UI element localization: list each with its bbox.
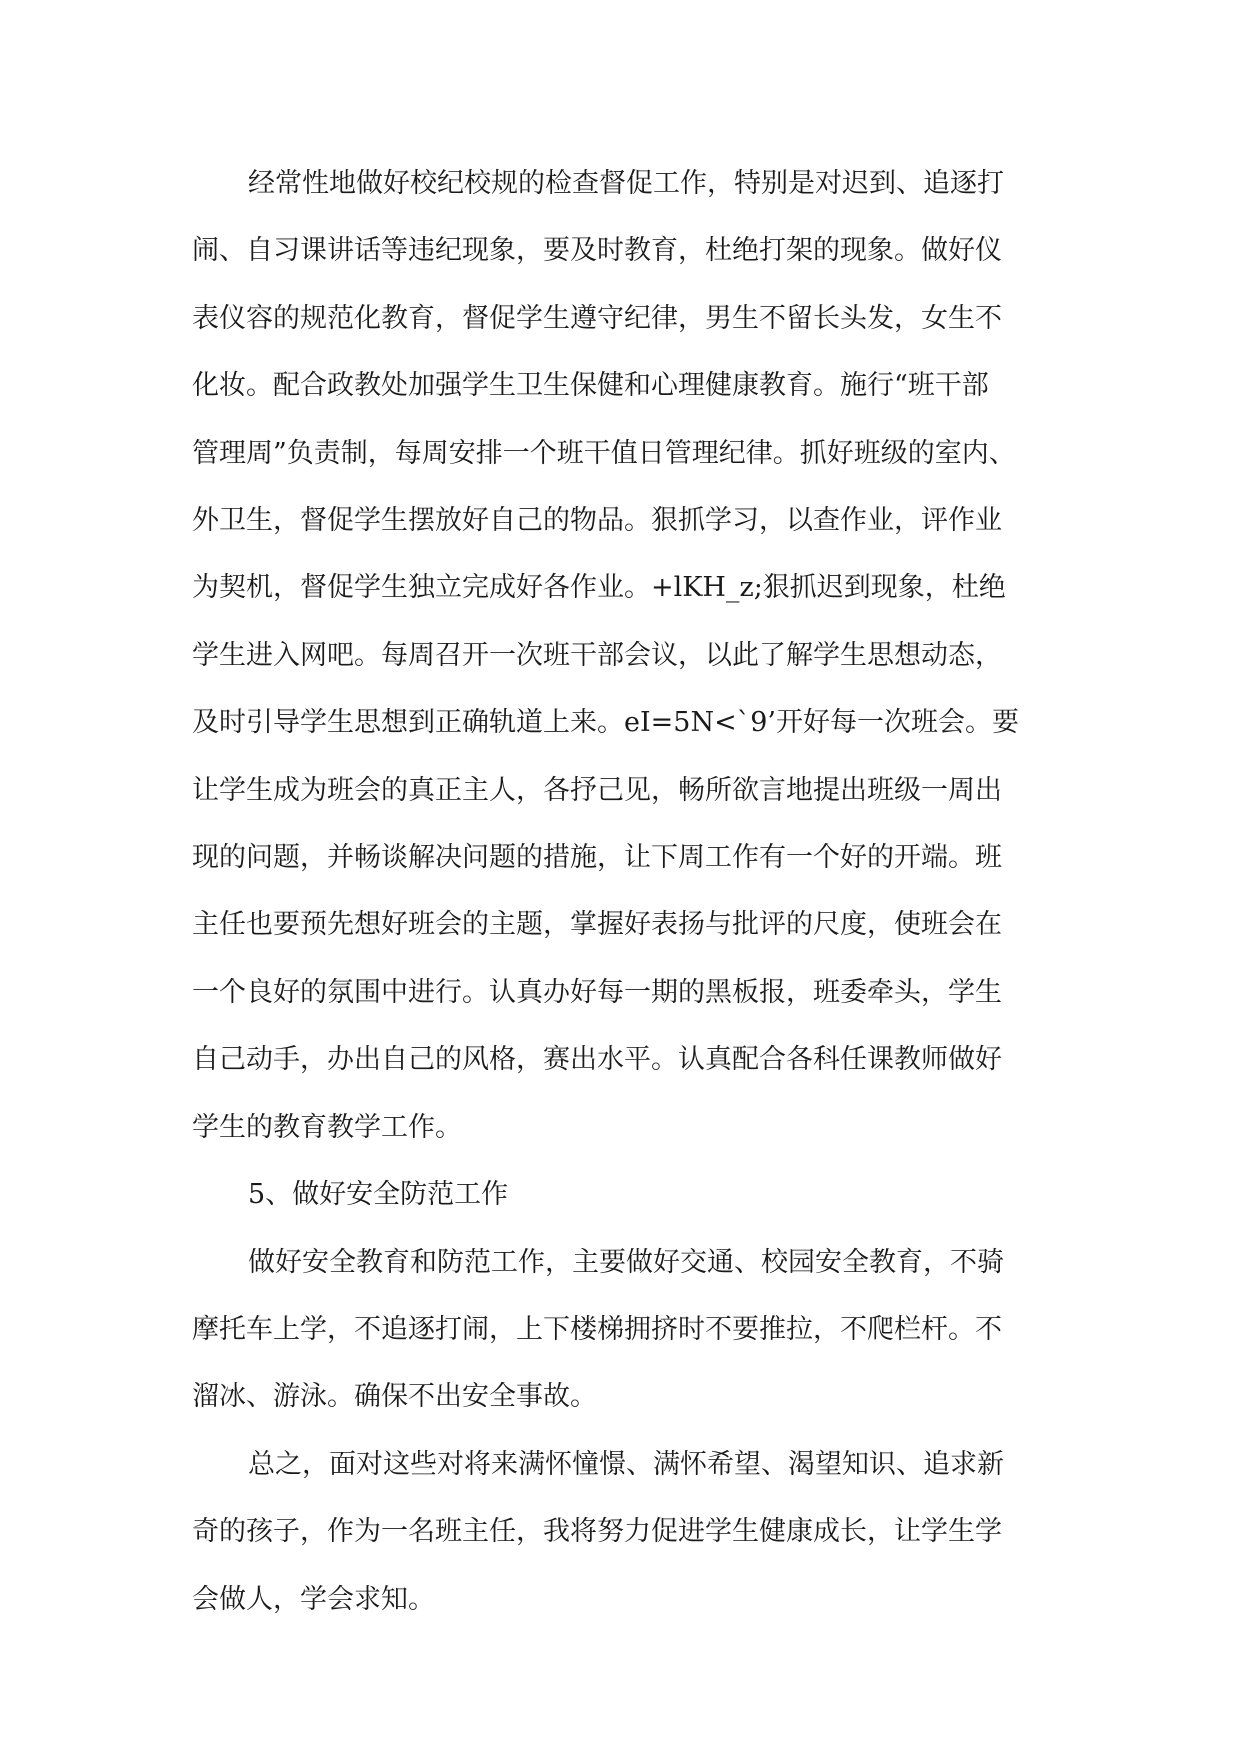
text-line: 经常性地做好校纪校规的检查督促工作，特别是对迟到、追逐打	[248, 168, 1004, 199]
text-line: 学生进入网吧。每周召开一次班干部会议，以此了解学生思想动态，	[192, 639, 1002, 671]
document-body	[192, 150, 1052, 1633]
text-line: 学生的教育教学工作。	[192, 1111, 462, 1143]
text-line: 摩托车上学，不追逐打闹，上下楼梯拥挤时不要推拉，不爬栏杆。不	[192, 1313, 1002, 1345]
text-line: 外卫生，督促学生摆放好自己的物品。狠抓学习，以查作业，评作业	[192, 505, 1002, 537]
paragraph-conclusion	[192, 1431, 1052, 1633]
text-line: 奇的孩子，作为一名班主任，我将努力促进学生健康成长，让学生学	[192, 1516, 1002, 1548]
text-line: 溜冰、游泳。确保不出安全事故。	[192, 1381, 597, 1413]
text-line: 会做人，学会求知。	[192, 1583, 435, 1615]
paragraph-safety	[192, 1229, 1052, 1431]
text-line: 做好安全教育和防范工作，主要做好交通、校园安全教育，不骑	[248, 1246, 1004, 1278]
section-heading: 5、做好安全防范工作	[248, 1179, 509, 1211]
text-line: 管理周”负责制，每周安排一个班干值日管理纪律。抓好班级的室内、	[192, 437, 1016, 469]
section-heading-safety	[192, 1161, 1052, 1228]
text-line: 及时引导学生思想到正确轨道上来。eI=5N<`9’开好每一次班会。要	[192, 707, 1019, 739]
text-line: 主任也要预先想好班会的主题，掌握好表扬与批评的尺度，使班会在	[192, 909, 1002, 941]
text-line: 一个良好的氛围中进行。认真办好每一期的黑板报，班委牵头，学生	[192, 976, 1002, 1008]
text-line: 闹、自习课讲话等违纪现象，要及时教育，杜绝打架的现象。做好仪	[192, 235, 1002, 267]
text-line: 自己动手，办出自己的风格，赛出水平。认真配合各科任课教师做好	[192, 1044, 1002, 1076]
text-line: 总之，面对这些对将来满怀憧憬、满怀希望、渴望知识、追求新	[248, 1448, 1004, 1480]
paragraph-discipline	[192, 150, 1052, 1161]
text-line: 现的问题，并畅谈解决问题的措施，让下周工作有一个好的开端。班	[192, 842, 1002, 874]
text-line: 让学生成为班会的真正主人，各抒己见，畅所欲言地提出班级一周出	[192, 774, 1002, 806]
text-line: 表仪容的规范化教育，督促学生遵守纪律，男生不留长头发，女生不	[192, 302, 1002, 334]
text-line: 为契机，督促学生独立完成好各作业。+lKH_z;狠抓迟到现象，杜绝	[192, 572, 1006, 604]
text-line: 化妆。配合政教处加强学生卫生保健和心理健康教育。施行“班干部	[192, 370, 989, 402]
